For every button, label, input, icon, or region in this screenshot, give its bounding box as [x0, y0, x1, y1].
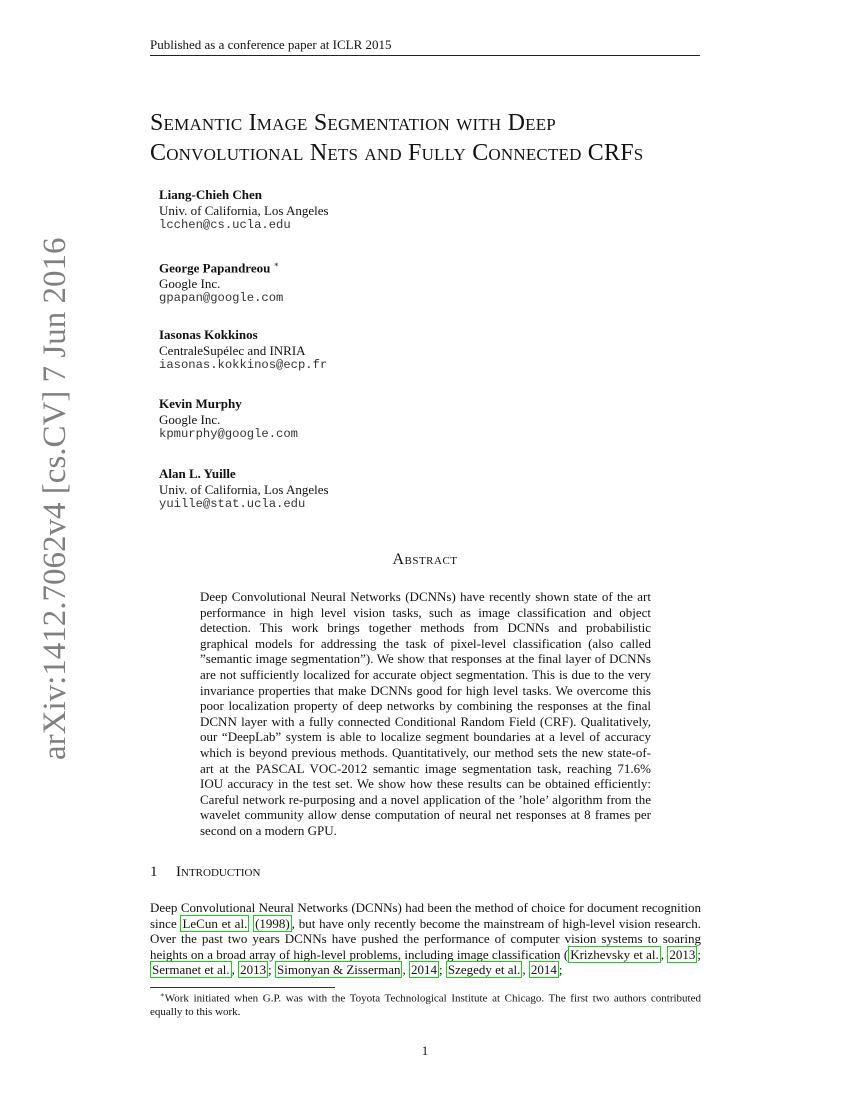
author-affiliation: Univ. of California, Los Angeles: [159, 202, 329, 218]
author-email[interactable]: yuille@stat.ucla.edu: [159, 497, 306, 511]
author-email[interactable]: lcchen@cs.ucla.edu: [159, 218, 291, 232]
citation-link[interactable]: Simonyan & Zisserman: [276, 962, 401, 978]
citation-link[interactable]: LeCun et al.: [182, 915, 248, 931]
footnote-rule: [150, 987, 335, 988]
citation-link[interactable]: Sermanet et al.: [152, 962, 230, 978]
author-affiliation: Google Inc.: [159, 275, 221, 291]
author-name: Iasonas Kokkinos: [159, 327, 258, 342]
author-block: [159, 187, 329, 234]
page-number: 1: [421, 1043, 429, 1058]
citation-link[interactable]: 2014: [530, 962, 557, 978]
paper-title: Semantic Image Segmentation with Deep Convolutional Nets and Fully Connected CRFs: [150, 110, 644, 166]
citation-link[interactable]: Szegedy et al.: [447, 962, 521, 978]
citation-link[interactable]: 2013: [240, 962, 267, 978]
introduction-paragraph: Deep Convolutional Neural Networks (DCNNs) had been the method of choice for document recognition since LeCun et al. (1998) , but have only recently become the mainstream of high-level vision research. Over the past two years DCNNs have pushed the performance of computer vision systems to soaring heights on a broad array of high-level problems, including image classification ( Krizhevsky et al. , 2013 ; Sermanet et al. , 2013 ; Simonyan & Zisserman , 2014 ; Szegedy et al. , 2014 ;: [150, 900, 701, 978]
abstract-text: Deep Convolutional Neural Networks (DCNNs) have recently shown state of the art performance in high level vision tasks, such as image classification and object detection. This work brings together methods from DCNNs and probabilistic graphical models for addressing the task of pixel-level classification (also called ”semantic image segmentation”). We show that responses at the final layer of DCNNs are not sufficiently localized for accurate object segmentation. This is due to the very invariance properties that make DCNNs good for high level tasks. We overcome this poor localization property of deep networks by combining the responses at the final DCNN layer with a fully connected Conditional Random Field (CRF). Qualitatively, our “DeepLab” system is able to localize segment boundaries at a level of accuracy which is beyond previous methods. Quantitatively, our method sets the new state-of-art at the PASCAL VOC-2012 semantic image segmentation task, reaching 71.6% IOU accuracy in the test set. We show how these results can be obtained efficiently: Careful network re-purposing and a novel application of the ’hole’ algorithm from the wavelet community allow dense computation of neural net responses at 8 frames per second on a modern GPU.: [200, 589, 651, 838]
author-affiliation: CentraleSupélec and INRIA: [159, 342, 306, 358]
author-block: [159, 257, 283, 307]
citation-link[interactable]: 2014: [410, 962, 437, 978]
author-name: George Papandreou ∗: [159, 260, 280, 276]
section-heading-introduction: [150, 864, 260, 881]
author-affiliation: Univ. of California, Los Angeles: [159, 481, 329, 497]
citation-link[interactable]: 2013: [669, 946, 696, 962]
author-email[interactable]: kpmurphy@google.com: [159, 427, 298, 441]
author-name: Alan L. Yuille: [159, 466, 236, 481]
citation-link[interactable]: (1998): [255, 915, 290, 931]
section-number: 1: [150, 864, 158, 880]
author-affiliation: Google Inc.: [159, 411, 221, 427]
running-header: Published as a conference paper at ICLR 2015: [150, 37, 700, 56]
author-email[interactable]: gpapan@google.com: [159, 291, 284, 306]
author-block: [159, 396, 298, 443]
author-block: [159, 327, 327, 374]
citation-link[interactable]: Krizhevsky et al.: [570, 946, 659, 962]
author-email[interactable]: iasonas.kokkinos@ecp.fr: [159, 358, 328, 372]
footnote: ∗Work initiated when G.P. was with the Toyota Technological Institute at Chicago. The first two authors contributed equally to this work.: [150, 991, 701, 1019]
section-title: Introduction: [176, 864, 261, 880]
footnote-mark[interactable]: ∗: [273, 260, 280, 269]
arxiv-stamp: arXiv:1412.7062v4 [cs.CV] 7 Jun 2016: [37, 237, 73, 760]
author-name: Kevin Murphy: [159, 396, 242, 411]
footnote-mark: ∗: [160, 991, 165, 999]
abstract-heading: Abstract: [392, 551, 458, 568]
author-name: Liang-Chieh Chen: [159, 187, 262, 202]
author-block: [159, 466, 329, 513]
